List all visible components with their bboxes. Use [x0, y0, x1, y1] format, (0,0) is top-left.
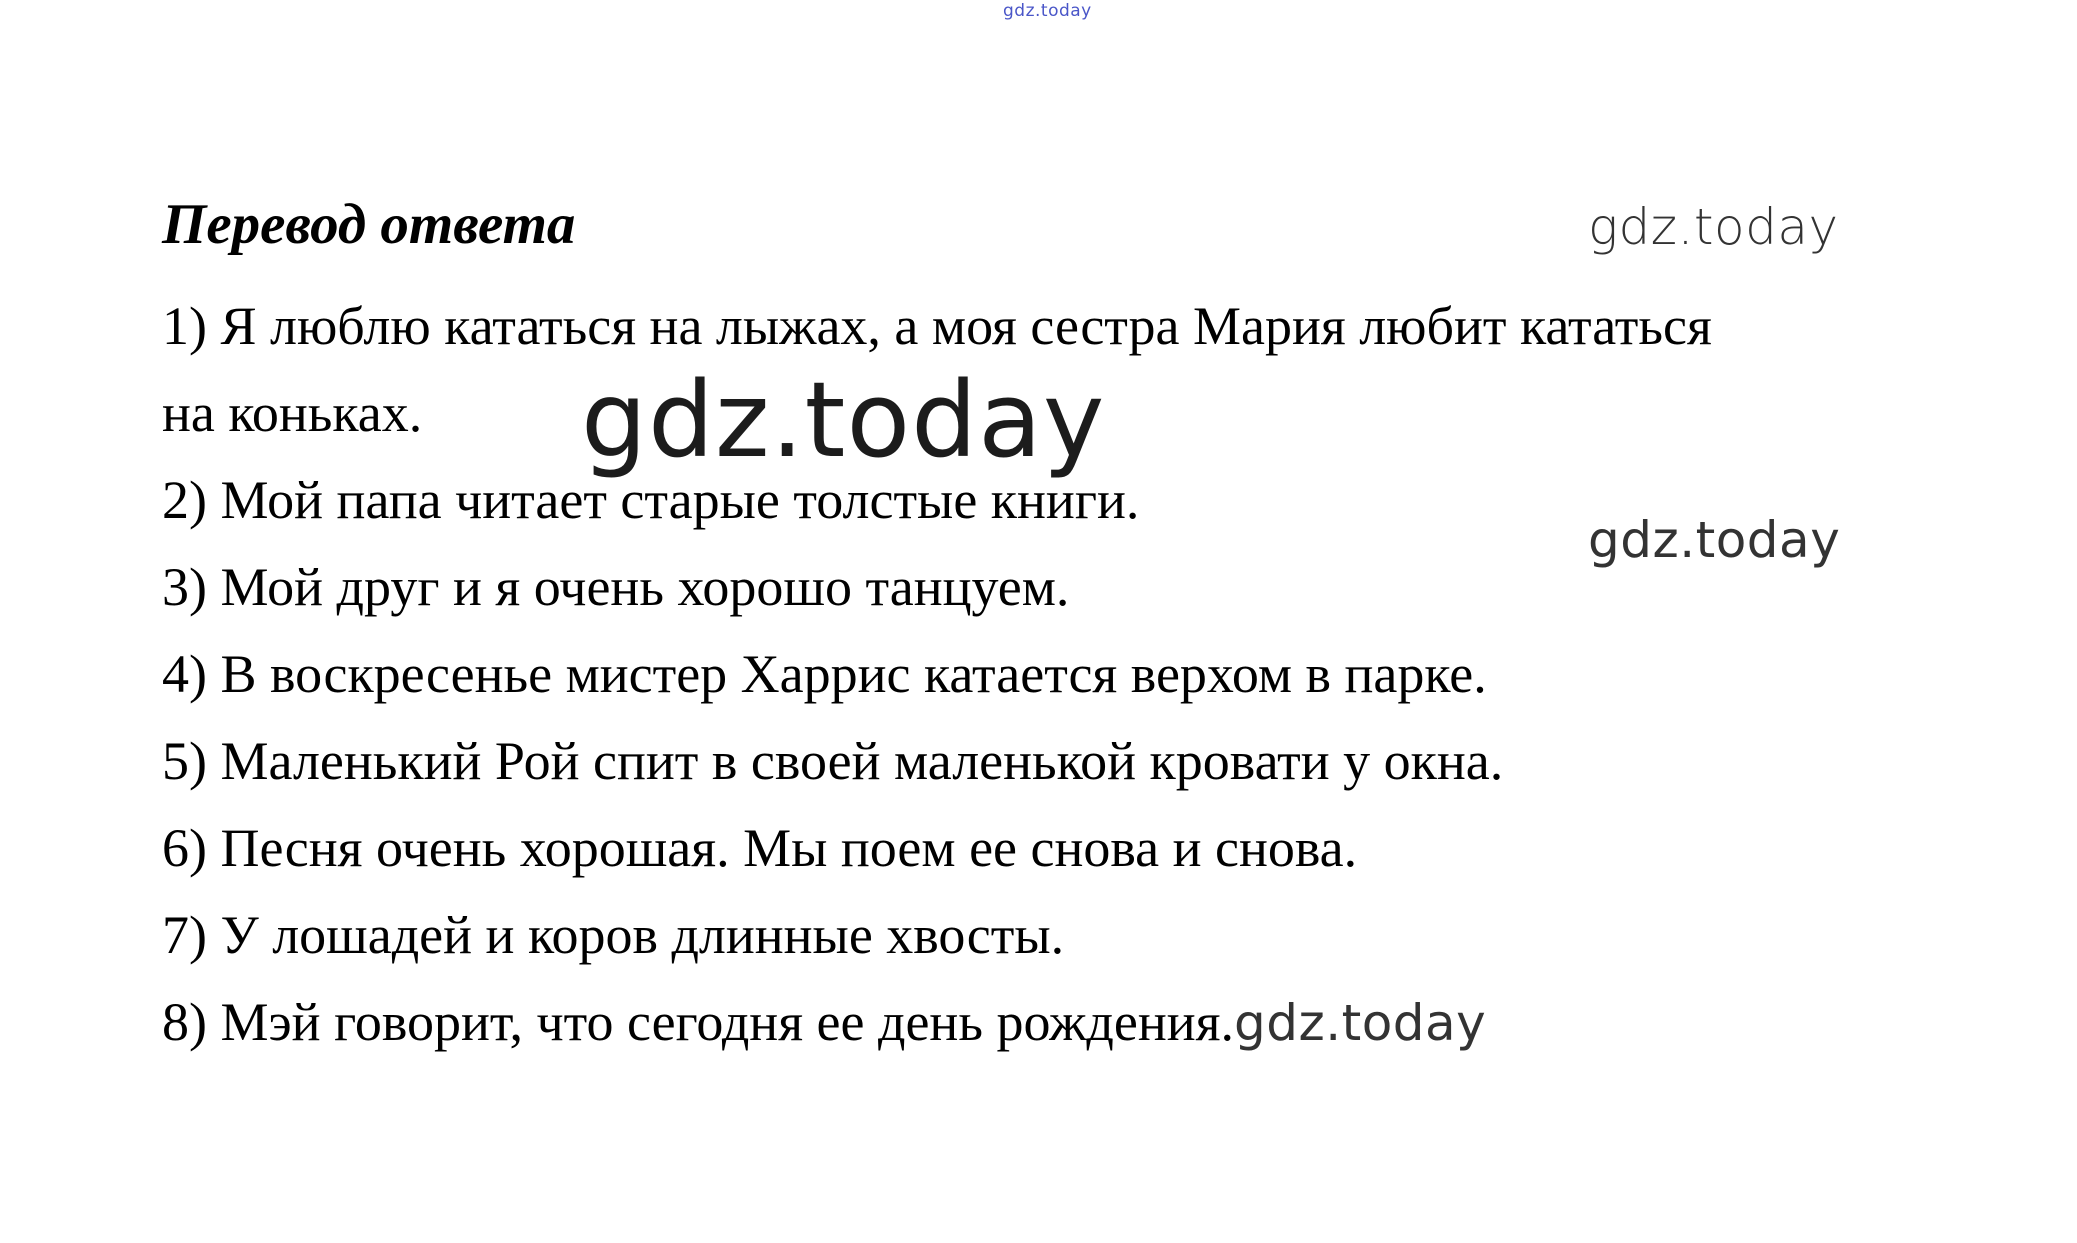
watermark-top: gdz.today	[1003, 1, 1092, 21]
answer-line-7: 7) У лошадей и коров длинные хвосты.	[162, 905, 1065, 965]
answer-line-1-continued: на коньках.	[162, 383, 423, 443]
answer-line-5: 5) Маленький Рой спит в своей маленькой кровати у окна.	[162, 731, 1504, 791]
watermark-right-lower: gdz.today	[1588, 511, 1841, 569]
watermark-large: gdz.today	[581, 359, 1106, 481]
answer-line-1: 1) Я люблю кататься на лыжах, а моя сестра Мария любит кататься	[162, 296, 1712, 356]
answer-line-6: 6) Песня очень хорошая. Мы поем ее снова и снова.	[162, 818, 1358, 878]
answer-line-8: 8) Мэй говорит, что сегодня ее день рождения.	[162, 992, 1234, 1052]
answer-line-8-row	[162, 979, 1962, 1066]
page-title: Перевод ответа	[162, 193, 576, 256]
answer-line-3: 3) Мой друг и я очень хорошо танцуем.	[162, 557, 1070, 617]
watermark-right-upper: gdz.today	[1588, 198, 1839, 256]
answer-line-2: 2) Мой папа читает старые толстые книги.	[162, 470, 1140, 530]
watermark-inline: gdz.today	[1233, 994, 1487, 1052]
answer-line-4: 4) В воскресенье мистер Харрис катается верхом в парке.	[162, 644, 1487, 704]
